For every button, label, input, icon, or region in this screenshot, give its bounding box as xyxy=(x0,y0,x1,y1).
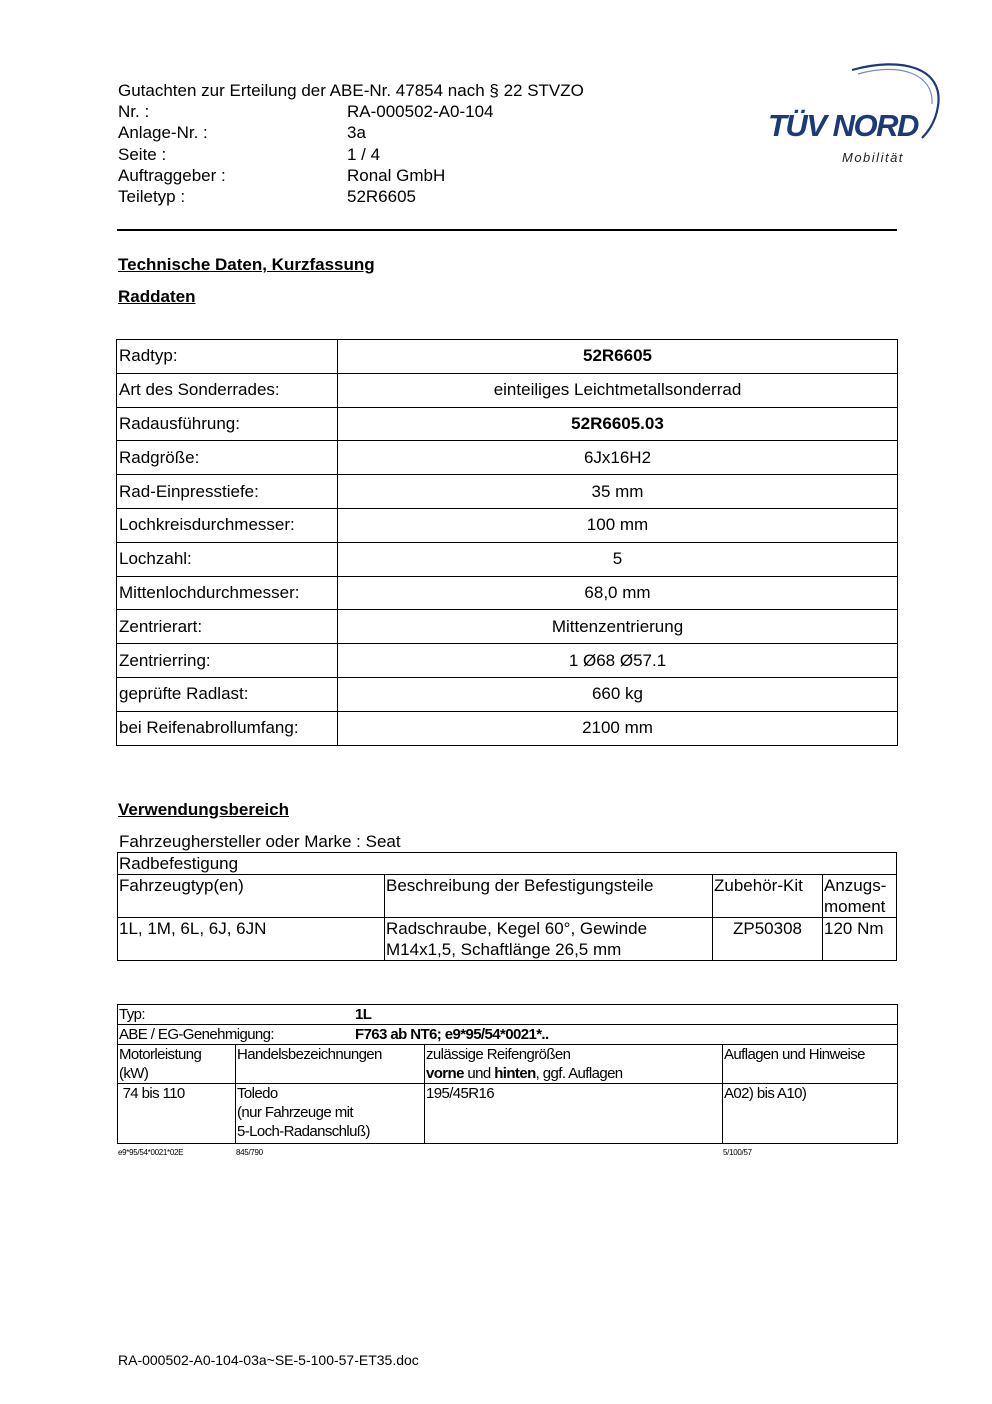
mounting-description: Radschraube, Kegel 60°, Gewinde M14x1,5, Schaftlänge 26,5 mm xyxy=(385,918,713,961)
header-tyres-rear: hinten xyxy=(494,1065,536,1082)
wheel-data-value: 68,0 mm xyxy=(338,576,898,610)
wheel-data-row xyxy=(117,441,898,475)
wheel-mounting-table xyxy=(117,852,897,961)
mounting-header-row xyxy=(118,875,897,918)
wheel-data-row xyxy=(117,373,898,407)
fine-print-dims: 845/790 xyxy=(236,1148,263,1157)
wheel-data-value: 5 xyxy=(338,542,898,576)
vehicle-manufacturer: Fahrzeughersteller oder Marke : Seat xyxy=(119,832,401,851)
section-title-technical-data: Technische Daten, Kurzfassung xyxy=(118,255,375,274)
wheel-data-row xyxy=(117,644,898,678)
wheel-data-label: Rad-Einpresstiefe: xyxy=(117,475,338,509)
mounting-torque: 120 Nm xyxy=(823,918,897,961)
row-notes: A02) bis A10) xyxy=(723,1084,898,1144)
section-title-verwendungsbereich: Verwendungsbereich xyxy=(118,800,289,819)
header-tyre-sizes-line1: zulässige Reifengrößen xyxy=(426,1046,571,1063)
header-notes: Auflagen und Hinweise xyxy=(723,1045,898,1084)
header-row-anlage: Anlage-Nr. : 3a xyxy=(118,123,366,142)
mounting-header-vehicle-types: Fahrzeugtyp(en) xyxy=(118,875,385,918)
logo-subtitle: Mobilität xyxy=(842,150,904,165)
wheel-data-row xyxy=(117,677,898,711)
wheel-data-label: Radausführung: xyxy=(117,407,338,441)
wheel-data-value: 660 kg xyxy=(338,677,898,711)
row-trade-names: Toledo (nur Fahrzeuge mit 5-Loch-Radanschluß) xyxy=(236,1084,425,1144)
wheel-data-row xyxy=(117,475,898,509)
wheel-data-label: Zentrierart: xyxy=(117,610,338,644)
wheel-data-label: geprüfte Radlast: xyxy=(117,677,338,711)
fine-print-pcd: 5/100/57 xyxy=(723,1148,752,1157)
wheel-data-value: 100 mm xyxy=(338,508,898,542)
mounting-title-row xyxy=(118,853,897,875)
header-tyres-front: vorne xyxy=(426,1065,464,1082)
wheel-data-label: Mittenlochdurchmesser: xyxy=(117,576,338,610)
header-row-nr: Nr. : RA-000502-A0-104 xyxy=(118,102,494,121)
wheel-data-row xyxy=(117,610,898,644)
wheel-data-value: 35 mm xyxy=(338,475,898,509)
header-row-teiletyp: Teiletyp : 52R6605 xyxy=(118,187,417,206)
wheel-data-table xyxy=(116,339,898,746)
wheel-data-label: Zentrierring: xyxy=(117,644,338,678)
mounting-kit: ZP50308 xyxy=(713,918,823,961)
wheel-data-row xyxy=(117,711,898,745)
mounting-title: Radbefestigung xyxy=(118,853,897,875)
wheel-data-row xyxy=(117,407,898,441)
section-subtitle-raddaten: Raddaten xyxy=(118,287,196,306)
header-divider xyxy=(117,229,897,231)
approval-value: F763 ab NT6; e9*95/54*0021*.. xyxy=(355,1026,549,1043)
wheel-data-value: 6Jx16H2 xyxy=(338,441,898,475)
wheel-data-value: 52R6605.03 xyxy=(338,407,898,441)
mounting-data-row xyxy=(118,918,897,961)
mounting-header-torque: Anzugs- moment xyxy=(823,875,897,918)
header-row-seite: Seite : 1 / 4 xyxy=(118,145,381,164)
fine-print-approval: e9*95/54*0021*02E xyxy=(118,1148,184,1157)
wheel-data-value: 1 Ø68 Ø57.1 xyxy=(338,644,898,678)
type-label: Typ: xyxy=(119,1006,145,1023)
approval-row xyxy=(118,1025,898,1045)
vehicle-header-row xyxy=(118,1045,898,1084)
wheel-data-label: bei Reifenabrollumfang: xyxy=(117,711,338,745)
header-power: Motorleistung (kW) xyxy=(118,1045,236,1084)
wheel-data-label: Lochzahl: xyxy=(117,542,338,576)
vehicle-type-table xyxy=(117,1004,898,1144)
wheel-data-value: einteiliges Leichtmetallsonderrad xyxy=(338,373,898,407)
mounting-header-description: Beschreibung der Befestigungsteile xyxy=(385,875,713,918)
mounting-header-kit: Zubehör-Kit xyxy=(713,875,823,918)
wheel-data-label: Radgröße: xyxy=(117,441,338,475)
wheel-data-label: Art des Sonderrades: xyxy=(117,373,338,407)
report-title: Gutachten zur Erteilung der ABE-Nr. 47854 nach § 22 STVZO xyxy=(118,81,584,100)
wheel-data-row xyxy=(117,508,898,542)
mounting-vehicle-types: 1L, 1M, 6L, 6J, 6JN xyxy=(118,918,385,961)
logo-wordmark: TÜV NORD xyxy=(768,108,918,143)
wheel-data-row xyxy=(117,542,898,576)
wheel-data-row xyxy=(117,576,898,610)
wheel-data-value: 52R6605 xyxy=(338,340,898,374)
type-value: 1L xyxy=(355,1006,372,1023)
wheel-data-label: Radtyp: xyxy=(117,340,338,374)
header-row-auftraggeber: Auftraggeber : Ronal GmbH xyxy=(118,166,446,185)
row-tyre-sizes: 195/45R16 xyxy=(425,1084,723,1144)
tuv-nord-logo xyxy=(762,58,942,170)
wheel-data-label: Lochkreisdurchmesser: xyxy=(117,508,338,542)
header-tyre-sizes: zulässige Reifengrößen vorne und hinten, ggf. Auflagen xyxy=(425,1045,723,1084)
wheel-data-row xyxy=(117,340,898,374)
wheel-data-value: Mittenzentrierung xyxy=(338,610,898,644)
approval-label: ABE / EG-Genehmigung: xyxy=(119,1026,274,1043)
vehicle-data-row xyxy=(118,1084,898,1144)
document-filename: RA-000502-A0-104-03a~SE-5-100-57-ET35.doc xyxy=(118,1352,419,1368)
row-power: 74 bis 110 xyxy=(118,1084,236,1144)
wheel-data-value: 2100 mm xyxy=(338,711,898,745)
header-trade-names: Handelsbezeichnungen xyxy=(236,1045,425,1084)
vehicle-type-row xyxy=(118,1005,898,1025)
